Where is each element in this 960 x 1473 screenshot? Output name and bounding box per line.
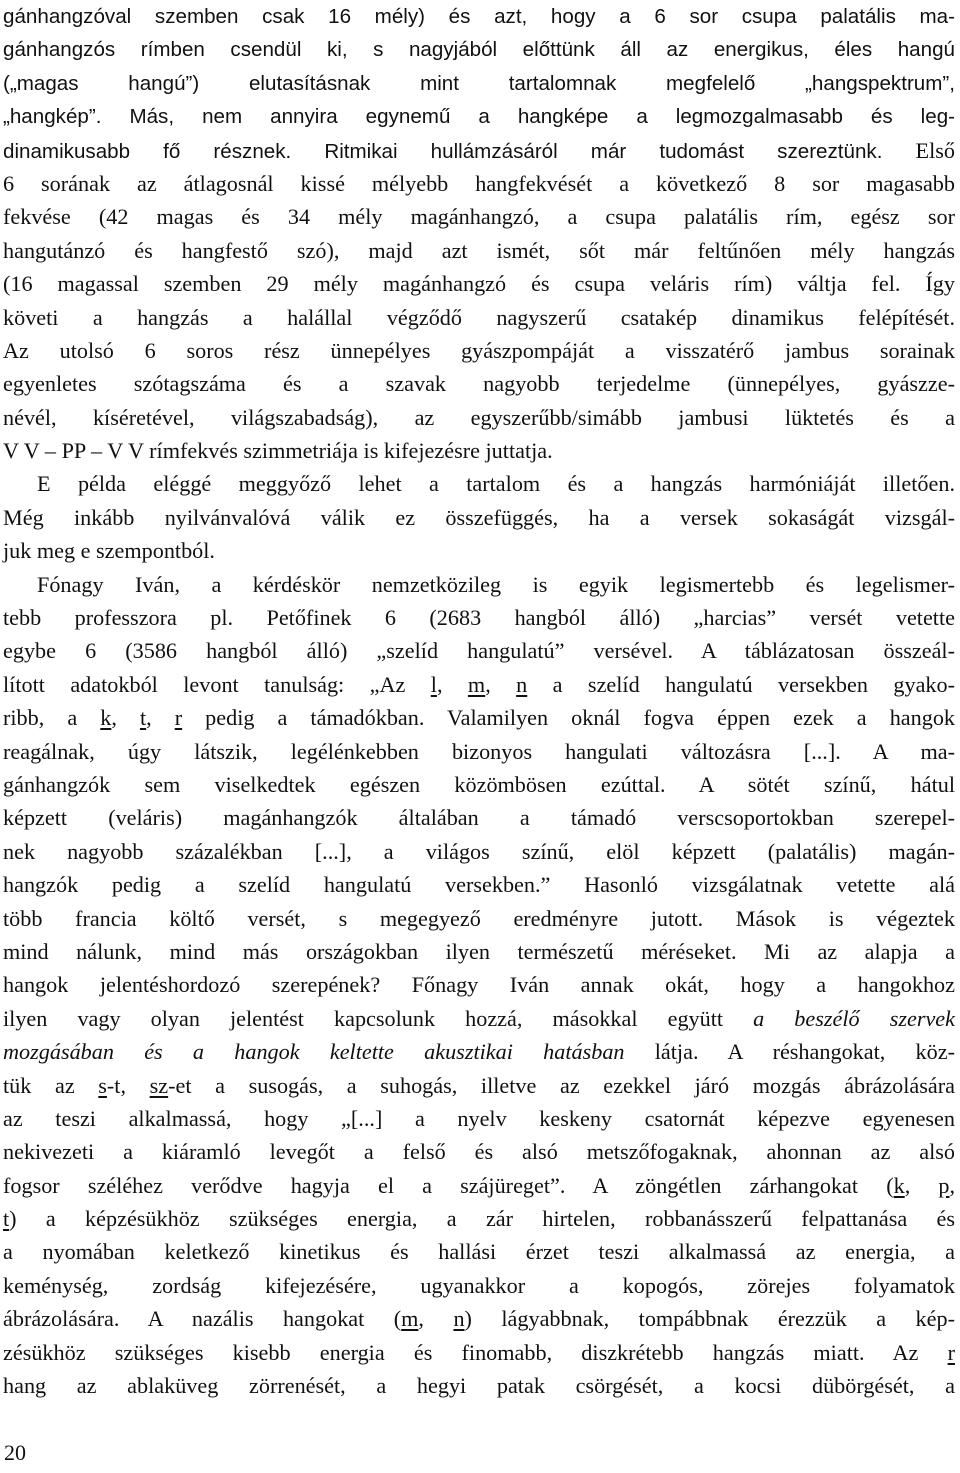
- text-run: Fónagy Iván, a kérdéskör nemzetközileg is egyik legismertebb és legelismer-: [37, 571, 955, 597]
- text-run: fekvése (42 magas és 34 mély magánhangzó, a csupa palatális rím, egész sor: [3, 204, 955, 230]
- text-run: („magas hangú”) elutasításnak mint tartalomnak megfelelő „hangspektrum”,: [3, 71, 955, 95]
- text-line: [3, 501, 955, 534]
- text-run: gánhangzóval szemben csak 16 mély) és azt, hogy a 6 sor csupa palatális ma-: [3, 5, 955, 28]
- text-run: ) a képzésükhöz szükséges energia, a zár hirtelen, robbanásszerű felpattanása és: [9, 1206, 955, 1232]
- text-line: [3, 835, 955, 868]
- text-line: [3, 1135, 955, 1168]
- text-run: a szelíd hangulatú versekben gyako-: [527, 671, 955, 697]
- text-run: ,: [146, 705, 175, 731]
- text-line: [3, 935, 955, 968]
- text-run: több francia költő versét, s megegyező eredményre jutott. Mások is végeztek: [3, 905, 955, 931]
- text-line: [3, 701, 955, 734]
- text-run: mind nálunk, mind más országokban ilyen természetű méréseket. Mi az alapja a: [3, 938, 955, 964]
- text-run: juk meg e szempontból.: [3, 538, 215, 564]
- underlined-letter: k: [100, 705, 112, 731]
- text-line: [3, 768, 955, 801]
- text-line: [3, 33, 955, 66]
- text-line: [3, 134, 955, 167]
- text-run: zésükhöz szükséges kisebb energia és finomabb, diszkrétebb hangzás miatt. Az: [3, 1339, 948, 1365]
- underlined-letter: r: [174, 705, 183, 731]
- text-line: [3, 367, 955, 400]
- text-line: [3, 0, 955, 33]
- text-run: látja. A réshangokat, köz-: [624, 1039, 955, 1065]
- text-line: [3, 434, 955, 467]
- underlined-letter: s: [98, 1072, 107, 1098]
- text-line: [3, 801, 955, 834]
- text-line: [3, 467, 955, 500]
- text-run: ,: [436, 671, 468, 697]
- underlined-letter: l: [430, 671, 437, 697]
- underlined-letter: k: [893, 1172, 905, 1198]
- text-line: [3, 968, 955, 1001]
- underlined-letter: sz: [149, 1072, 169, 1098]
- underlined-letter: p: [938, 1172, 950, 1198]
- text-run: lított adatokból levont tanulság: „Az: [3, 671, 431, 697]
- text-line: [3, 67, 955, 100]
- underlined-letter: n: [453, 1306, 465, 1332]
- text-line: [3, 1369, 955, 1402]
- text-run: ,: [111, 705, 140, 731]
- text-run: egyenletes szótagszáma és a szavak nagyobb terjedelme (ünnepélyes, gyászze-: [3, 371, 955, 397]
- text-line: [3, 1336, 955, 1369]
- text-run: tebb professzora pl. Petőfinek 6 (2683 hangból álló) „harcias” versét vetette: [3, 605, 955, 631]
- text-line: [3, 1035, 955, 1068]
- text-line: [3, 868, 955, 901]
- text-run: követi a hangzás a halállal végződő nagyszerű csatakép dinamikus felépítését.: [3, 304, 955, 330]
- text-run: a nyomában keletkező kinetikus és hallási érzet teszi alkalmassá az energia, a: [3, 1239, 955, 1265]
- underlined-letter: t: [3, 1206, 10, 1232]
- text-line: [3, 167, 955, 200]
- text-line: [3, 301, 955, 334]
- text-run: E példa eléggé meggyőző lehet a tartalom és a hangzás harmóniáját illetően.: [37, 471, 955, 497]
- text-line: [3, 1269, 955, 1302]
- text-run: Első: [915, 137, 955, 163]
- page-body: [3, 0, 955, 1402]
- italic-phrase: mozgásában és a hangok keltette akusztikai hatásban: [3, 1039, 625, 1065]
- text-run: hang az ablaküveg zörrenését, a hegyi patak csörgését, a kocsi dübörgését, a: [3, 1373, 955, 1399]
- text-run: az teszi alkalmassá, hogy „[...] a nyelv keskeny csatornát képezve egyenesen: [3, 1105, 955, 1131]
- text-run: fogsor széléhez verődve hagyja el a szájüreget”. A zöngétlen zárhangokat (: [3, 1172, 894, 1198]
- text-line: [3, 1069, 955, 1102]
- text-run: nek nagyobb százalékban [...], a világos színű, elöl képzett (palatális) magán-: [3, 838, 955, 864]
- text-run: ,: [485, 671, 517, 697]
- text-run: nekivezeti a kiáramló levegőt a felső és alsó metszőfogaknak, ahonnan az alsó: [3, 1139, 955, 1165]
- text-line: [3, 902, 955, 935]
- underlined-letter: m: [467, 671, 486, 697]
- text-line: [3, 1002, 955, 1035]
- text-run: névél, kíséretével, világszabadság), az egyszerűbb/simább jambusi lüktetés és a: [3, 404, 955, 430]
- text-run: (16 magassal szemben 29 mély magánhangzó és csupa veláris rím) váltja fel. Így: [3, 271, 955, 297]
- text-run: ,: [418, 1306, 454, 1332]
- text-run: ) lágyabbnak, tompábbnak érezzük a kép-: [464, 1306, 955, 1332]
- text-run: ribb, a: [3, 705, 101, 731]
- text-line: [3, 200, 955, 233]
- text-line: [3, 100, 955, 133]
- text-line: [3, 234, 955, 267]
- text-run: -t,: [106, 1072, 150, 1098]
- underlined-letter: n: [516, 671, 528, 697]
- text-run: pedig a támadókban. Valamilyen oknál fogva éppen ezek a hangok: [182, 705, 956, 731]
- text-run: dinamikusabb fő résznek. Ritmikai hullámzásáról már tudomást szereztünk.: [3, 139, 916, 163]
- underlined-letter: m: [401, 1306, 419, 1332]
- text-run: ,: [904, 1172, 939, 1198]
- underlined-letter: t: [139, 705, 147, 731]
- text-line: [3, 568, 955, 601]
- text-run: „hangkép”. Más, nem annyira egynemű a hangképe a legmozgalmasabb és leg-: [3, 105, 955, 129]
- underlined-letter: r: [947, 1339, 955, 1365]
- text-run: hangzók pedig a szelíd hangulatú versekben.” Hasonló vizsgálatnak vetette alá: [3, 872, 955, 898]
- text-line: [3, 1169, 955, 1202]
- italic-phrase: a beszélő szervek: [753, 1005, 955, 1031]
- text-run: V V – PP – V V rímfekvés szimmetriája is kifejezésre juttatja.: [3, 438, 553, 464]
- text-run: gánhangzók sem viselkedtek egészen közömbösen ezúttal. A sötét színű, hátul: [3, 771, 955, 797]
- text-run: -et a susogás, a suhogás, illetve az ezekkel járó mozgás ábrázolására: [168, 1072, 955, 1098]
- text-line: [3, 534, 955, 567]
- text-run: ,: [949, 1172, 956, 1198]
- text-run: gánhangzós rímben csendül ki, s nagyjából előttünk áll az energikus, éles hangú: [3, 38, 955, 62]
- text-run: hangok jelentéshordozó szerepének? Főnagy Iván annak okát, hogy a hangokhoz: [3, 972, 955, 998]
- text-run: reagálnak, úgy látszik, legélénkebben bizonyos hangulati változásra [...]. A ma-: [3, 738, 955, 764]
- text-line: [3, 634, 955, 667]
- text-line: [3, 1202, 955, 1235]
- text-run: egybe 6 (3586 hangból álló) „szelíd hangulatú” versével. A táblázatosan összeál-: [3, 638, 955, 664]
- text-line: [3, 668, 955, 701]
- text-run: tük az: [3, 1072, 99, 1098]
- page-number: 20: [4, 1440, 26, 1465]
- text-run: ábrázolására. A nazális hangokat (: [3, 1306, 402, 1332]
- text-run: Az utolsó 6 soros rész ünnepélyes gyászpompáját a visszatérő jambus sorainak: [3, 337, 955, 363]
- text-run: Még inkább nyilvánvalóvá válik ez összefüggés, ha a versek sokaságát vizsgál-: [3, 504, 955, 530]
- text-line: [3, 1102, 955, 1135]
- text-run: képzett (veláris) magánhangzók általában a támadó verscsoportokban szerepel-: [3, 805, 955, 831]
- text-line: [3, 1302, 955, 1335]
- text-line: [3, 334, 955, 367]
- text-line: [3, 267, 955, 300]
- text-line: [3, 401, 955, 434]
- text-run: ilyen vagy olyan jelentést kapcsolunk hozzá, másokkal együtt: [3, 1005, 754, 1031]
- text-line: [3, 735, 955, 768]
- text-line: [3, 601, 955, 634]
- text-line: [3, 1235, 955, 1268]
- text-run: 6 sorának az átlagosnál kissé mélyebb hangfekvését a következő 8 sor magasabb: [3, 170, 955, 196]
- text-run: keménység, zordság kifejezésére, ugyanakkor a kopogós, zörejes folyamatok: [3, 1272, 955, 1298]
- text-run: hangutánzó és hangfestő szó), majd azt ismét, sőt már feltűnően mély hangzás: [3, 237, 955, 263]
